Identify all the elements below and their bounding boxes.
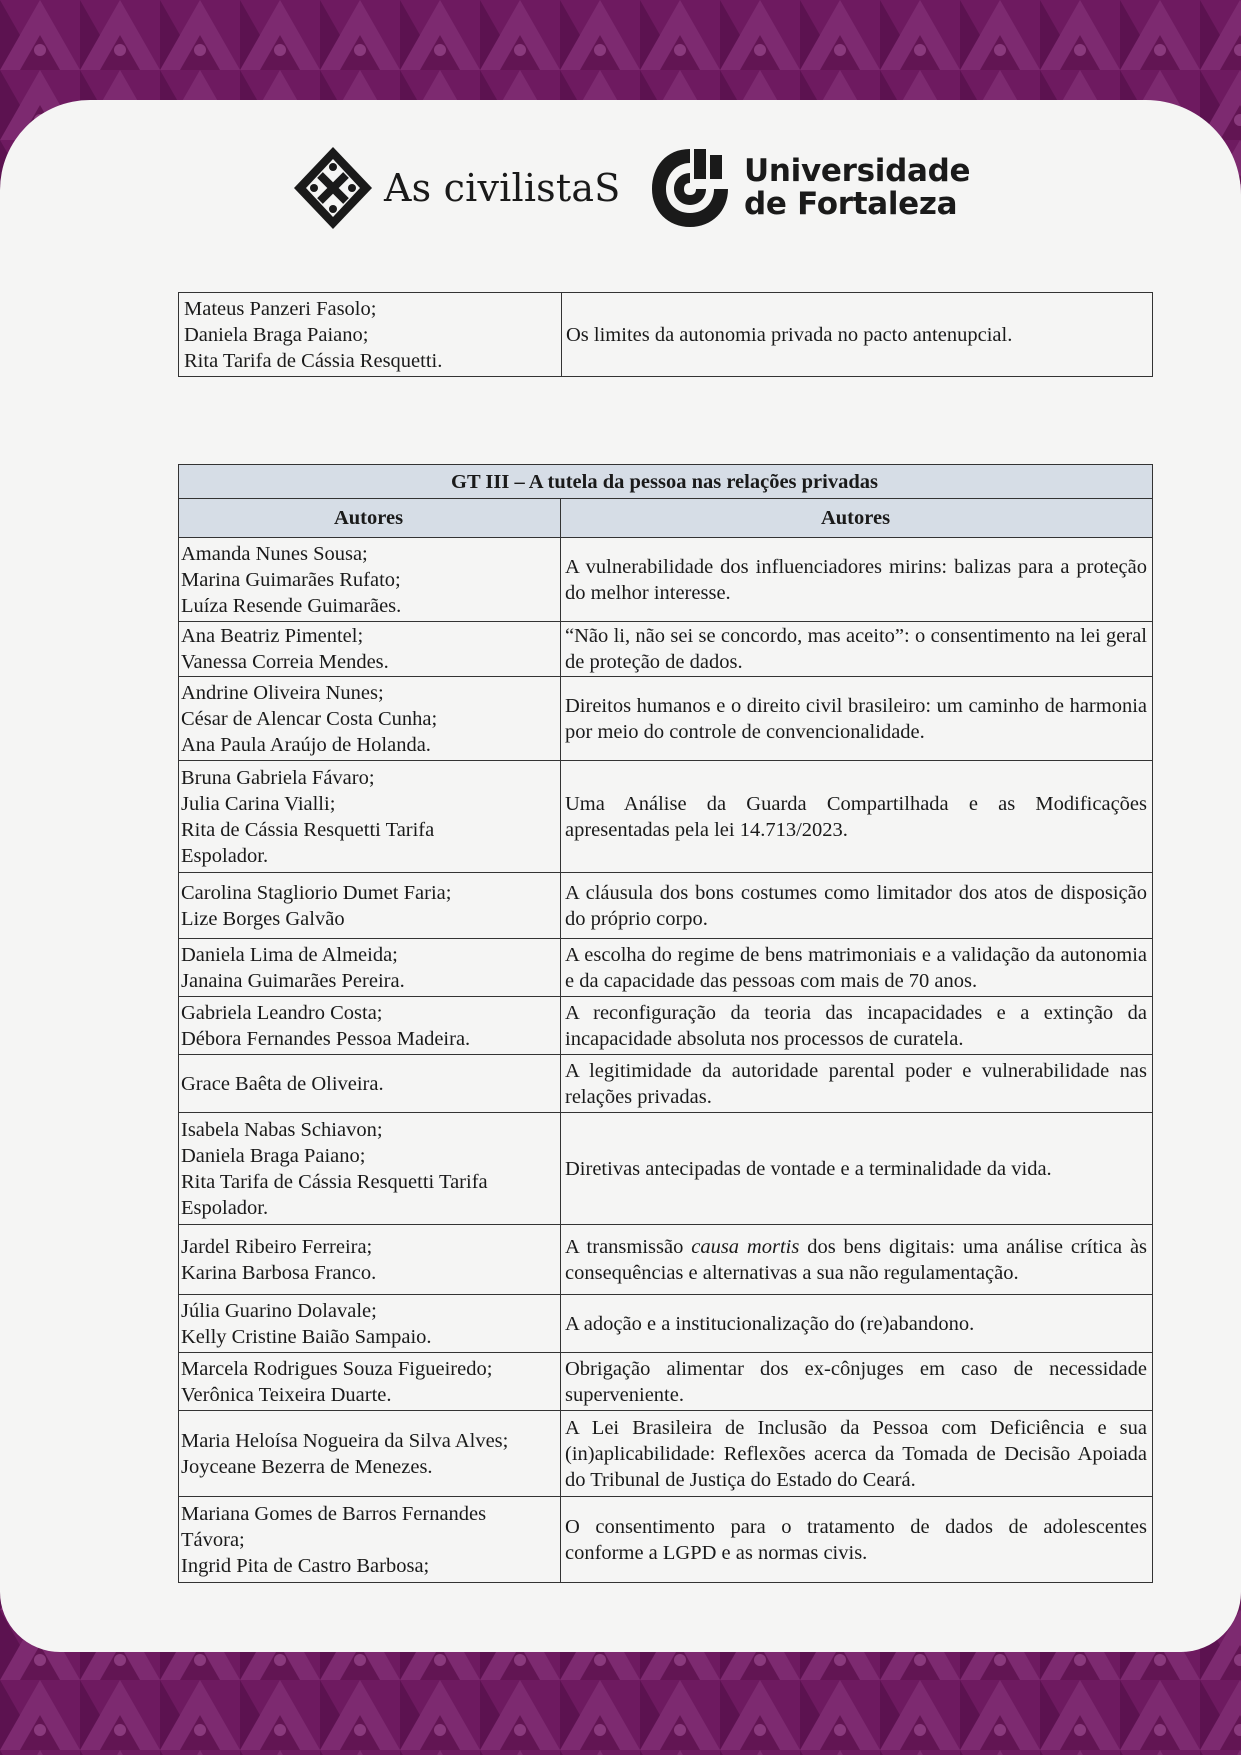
table-row (179, 677, 1153, 761)
title-text: Uma Análise da Guarda Compartilhada e as Modificações apresentadas pela lei 14.713/2023. (565, 792, 1147, 841)
authors-cell (179, 677, 561, 761)
author-name: Karina Barbosa Franco. (181, 1261, 377, 1284)
title-text: Diretivas antecipadas de vontade e a terminalidade da vida. (565, 1157, 1052, 1180)
author-name: Amanda Nunes Sousa; (181, 542, 368, 565)
title-cell (561, 1295, 1153, 1353)
table-row (179, 1113, 1153, 1225)
author-name: Rita Tarifa de Cássia Resquetti Tarifa (181, 1170, 488, 1193)
title-cell (561, 1055, 1153, 1113)
civilistas-emblem-icon (292, 145, 374, 231)
table-row (179, 293, 1153, 377)
author-name: Kelly Cristine Baião Sampaio. (181, 1325, 432, 1348)
column-header-authors: Autores (179, 499, 561, 538)
authors-cell (179, 761, 561, 873)
title-text: A transmissão (565, 1235, 692, 1258)
author-name: Távora; (181, 1528, 245, 1551)
title-cell (561, 939, 1153, 997)
table-row (179, 1225, 1153, 1295)
title-cell (561, 622, 1153, 677)
author-name: Isabela Nabas Schiavon; (181, 1118, 383, 1141)
table-row (179, 873, 1153, 939)
authors-cell (179, 1055, 561, 1113)
author-name: Mariana Gomes de Barros Fernandes (181, 1502, 487, 1525)
title-cell (561, 761, 1153, 873)
author-name: Julia Carina Vialli; (181, 792, 336, 815)
authors-cell (179, 1225, 561, 1295)
unifor-emblem-icon (648, 145, 732, 231)
title-cell (561, 677, 1153, 761)
title-cell (561, 997, 1153, 1055)
authors-cell (179, 538, 561, 622)
authors-cell (179, 997, 561, 1055)
unifor-wordmark: Universidade de Fortaleza (744, 153, 971, 222)
author-name: Marcela Rodrigues Souza Figueiredo; (181, 1357, 493, 1380)
author-name: Daniela Lima de Almeida; (181, 943, 398, 966)
title-text: Direitos humanos e o direito civil brasileiro: um caminho de harmonia por meio do controle de convencionalidade. (565, 694, 1147, 743)
author-name: Ana Paula Araújo de Holanda. (181, 733, 431, 756)
table-row (179, 761, 1153, 873)
author-name: Jardel Ribeiro Ferreira; (181, 1235, 373, 1258)
authors-cell: Mateus Panzeri Fasolo; Daniela Braga Paiano; Rita Tarifa de Cássia Resquetti. (179, 293, 562, 377)
title-text: A reconfiguração da teoria das incapacidades e a extinção da incapacidade absoluta nos processos de curatela. (565, 1001, 1147, 1050)
civilistas-logo (292, 145, 620, 231)
title-text: A legitimidade da autoridade parental poder e vulnerabilidade nas relações privadas. (565, 1059, 1147, 1108)
author-name: Luíza Resende Guimarães. (181, 594, 402, 617)
author-name: Espolador. (181, 844, 269, 867)
table-row (179, 1055, 1153, 1113)
authors-cell (179, 1497, 561, 1583)
author-name: Vanessa Correia Mendes. (181, 651, 389, 673)
title-cell (561, 1353, 1153, 1411)
author-name: Ingrid Pita de Castro Barbosa; (181, 1554, 430, 1577)
table-row (179, 1497, 1153, 1583)
author-name: Rita de Cássia Resquetti Tarifa (181, 818, 435, 841)
title-text: “Não li, não sei se concordo, mas aceito”: o consentimento na lei geral de proteção de dados. (565, 625, 1147, 673)
author-name: Bruna Gabriela Fávaro; (181, 766, 375, 789)
table-row (179, 538, 1153, 622)
title-cell (561, 1225, 1153, 1295)
author-name: Daniela Braga Paiano; (181, 1144, 366, 1167)
previous-gt-continuation-table (178, 292, 1153, 377)
header-logos (292, 145, 971, 235)
author-name: Júlia Guarino Dolavale; (181, 1299, 377, 1322)
author-name: Grace Baêta de Oliveira. (181, 1072, 384, 1095)
author-name: Andrine Oliveira Nunes; (181, 681, 384, 704)
authors-cell (179, 1295, 561, 1353)
title-cell (561, 873, 1153, 939)
title-text: A Lei Brasileira de Inclusão da Pessoa com Deficiência e sua (in)aplicabilidade: Reflexões acerca da Tomada de Decisão Apoiada do Tribunal de Justiça do Estado do Ceará. (565, 1416, 1147, 1491)
authors-cell (179, 939, 561, 997)
author-name: Ana Beatriz Pimentel; (181, 625, 364, 647)
title-text: A escolha do regime de bens matrimoniais e a validação da autonomia e da capacidade das pessoas com mais de 70 anos. (565, 943, 1147, 992)
table-row (179, 1295, 1153, 1353)
title-text: dos bens digitais: uma análise crítica às consequências e alternativas a sua não regulamentação. (565, 1235, 1148, 1284)
civilistas-wordmark: As civilistaS (384, 166, 621, 210)
authors-cell (179, 1411, 561, 1497)
table-row (179, 939, 1153, 997)
title-italic-term: causa mortis (691, 1235, 800, 1258)
author-name: Janaina Guimarães Pereira. (181, 969, 405, 992)
title-text: A adoção e a institucionalização do (re)abandono. (565, 1312, 975, 1335)
column-header-row (179, 499, 1153, 538)
author-name: César de Alencar Costa Cunha; (181, 707, 438, 730)
author-name: Lize Borges Galvão (181, 907, 345, 930)
author-name: Carolina Stagliorio Dumet Faria; (181, 881, 452, 904)
title-cell (561, 1497, 1153, 1583)
authors-cell (179, 622, 561, 677)
title-text: A cláusula dos bons costumes como limitador dos atos de disposição do próprio corpo. (565, 881, 1147, 930)
author-name: Marina Guimarães Rufato; (181, 568, 401, 591)
unifor-logo (648, 145, 970, 231)
title-cell: Os limites da autonomia privada no pacto antenupcial. (562, 293, 1153, 377)
title-cell (561, 1113, 1153, 1225)
author-name: Joyceane Bezerra de Menezes. (181, 1455, 433, 1478)
author-name: Maria Heloísa Nogueira da Silva Alves; (181, 1429, 509, 1452)
gt3-heading: GT III – A tutela da pessoa nas relações privadas (179, 465, 1153, 499)
gt3-table (178, 464, 1153, 1583)
title-text: Obrigação alimentar dos ex-cônjuges em caso de necessidade superveniente. (565, 1357, 1147, 1406)
title-cell (561, 538, 1153, 622)
author-name: Verônica Teixeira Duarte. (181, 1383, 392, 1406)
table-row (179, 1411, 1153, 1497)
table-row (179, 622, 1153, 677)
author-name: Débora Fernandes Pessoa Madeira. (181, 1027, 471, 1050)
authors-cell (179, 1353, 561, 1411)
title-text: A vulnerabilidade dos influenciadores mirins: balizas para a proteção do melhor interesse. (565, 555, 1147, 604)
author-name: Gabriela Leandro Costa; (181, 1001, 383, 1024)
author-name: Espolador. (181, 1196, 269, 1219)
column-header-title: Autores (561, 499, 1153, 538)
table-heading-row (179, 465, 1153, 499)
title-cell (561, 1411, 1153, 1497)
title-text: O consentimento para o tratamento de dados de adolescentes conforme a LGPD e as normas civis. (565, 1515, 1147, 1564)
authors-cell (179, 873, 561, 939)
authors-cell (179, 1113, 561, 1225)
table-row (179, 1353, 1153, 1411)
table-row (179, 997, 1153, 1055)
